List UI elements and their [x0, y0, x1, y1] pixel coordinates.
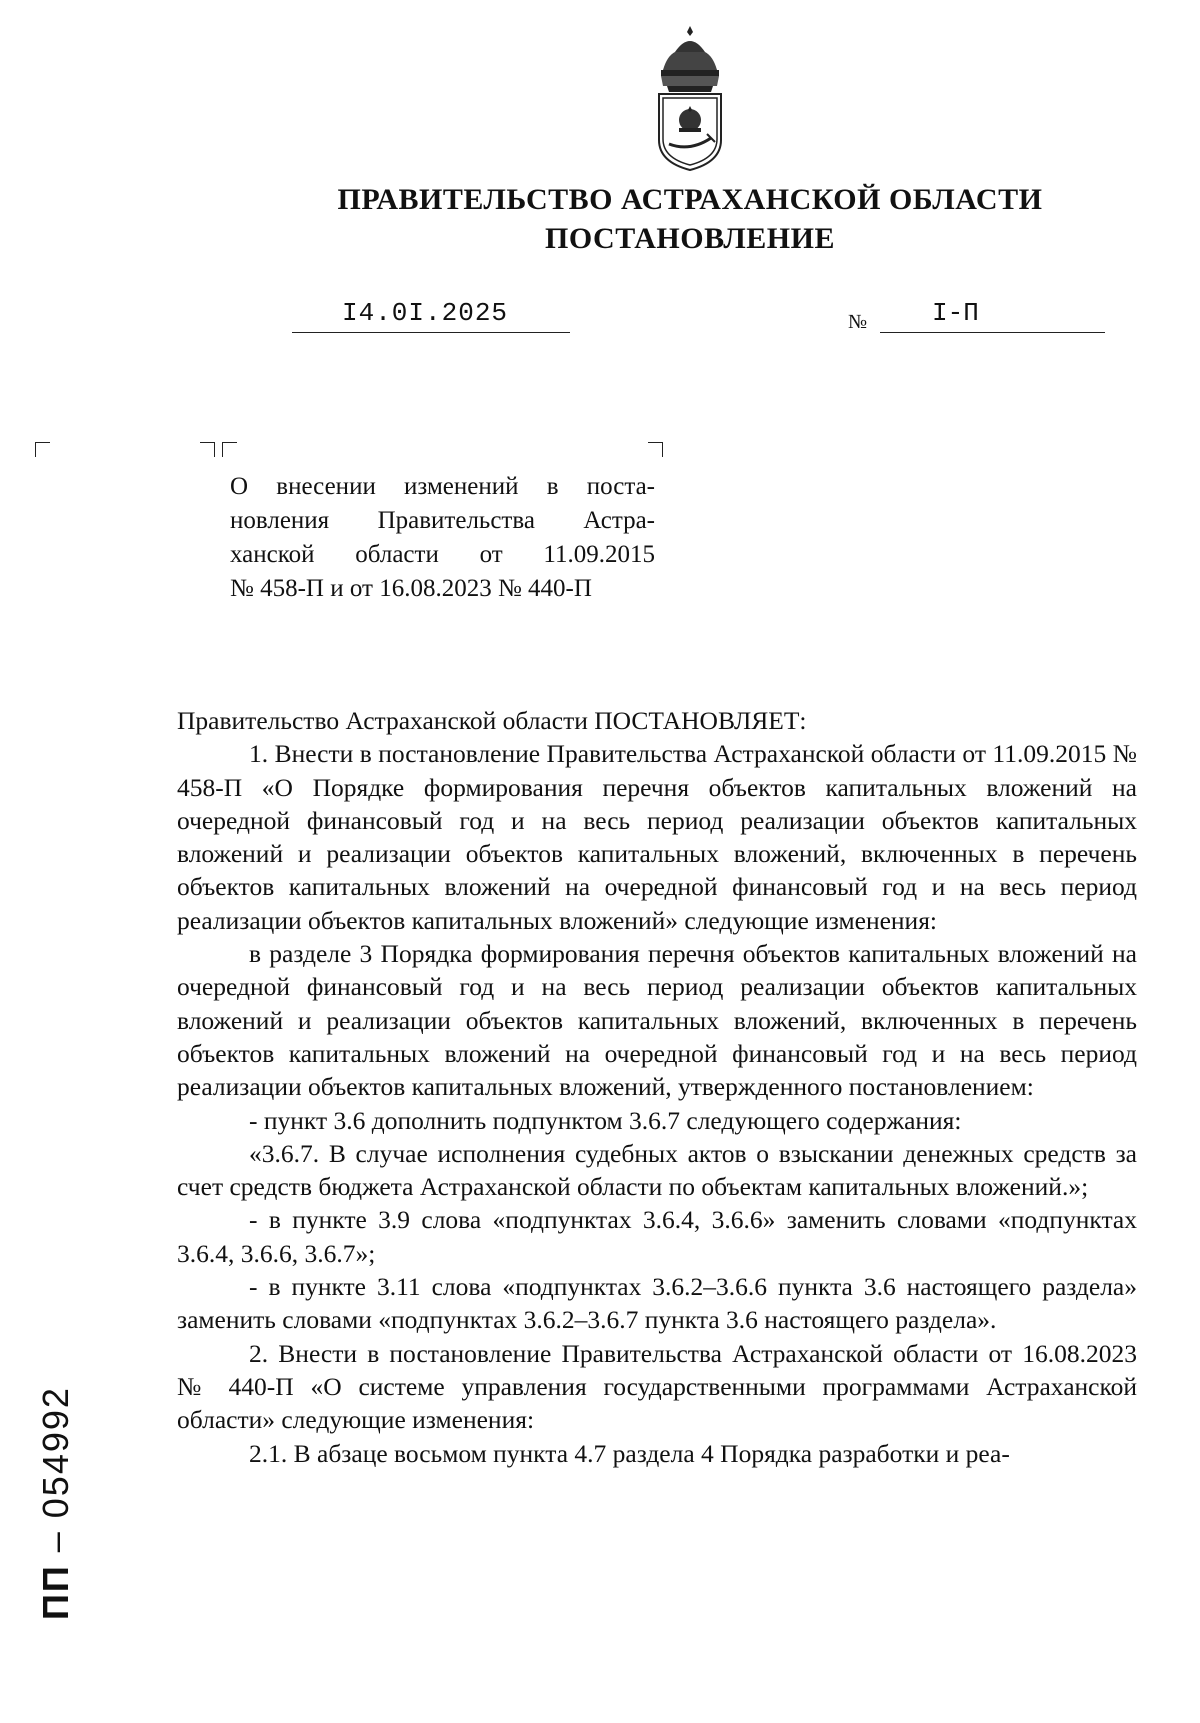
serial-number: – 054992	[35, 1386, 76, 1553]
subject-line: ханской области от 11.09.2015	[230, 541, 655, 568]
body-paragraph: 2.1. В абзаце восьмом пункта 4.7 раздела 4 Порядка разработки и реа-	[249, 1438, 1010, 1468]
number-field	[880, 298, 1105, 333]
corner-bracket-mid-right	[200, 442, 215, 457]
body-paragraph: - пункт 3.6 дополнить подпунктом 3.6.7 следующего содержания:	[249, 1105, 962, 1135]
document-subject	[230, 470, 655, 606]
corner-bracket-mid-left	[222, 442, 237, 457]
serial-prefix: ПП	[35, 1564, 76, 1620]
document-body	[177, 704, 1137, 1470]
document-type-title: ПОСТАНОВЛЕНИЕ	[545, 222, 835, 255]
corner-bracket-right	[648, 442, 663, 457]
body-paragraph-preamble: Правительство Астраханской области ПОСТАНОВЛЯЕТ:	[177, 706, 807, 735]
body-paragraph: 1. Внести в постановление Правительства Астраханской области от 11.09.2015 № 458-П «О Порядке формирования перечня объектов капитальных вложений на очередной финансовый год и на весь период реализации объектов капитальных вложений и реализации объектов капитальных вложений, включенных в перечень объектов капитальных вложений на очередной финансовый год и на весь период реализации объектов капитальных вложений» следующие изменения:	[177, 739, 1137, 935]
government-title: ПРАВИТЕЛЬСТВО АСТРАХАНСКОЙ ОБЛАСТИ	[337, 183, 1043, 216]
coat-of-arms-emblem	[645, 22, 735, 172]
body-paragraph: - в пункте 3.9 слова «подпунктах 3.6.4, 3.6.6» заменить словами «подпунктах 3.6.4, 3.6.6, 3.6.7»;	[177, 1205, 1137, 1268]
document-number: I-П	[932, 298, 979, 328]
subject-line: О внесении изменений в поста-	[230, 473, 655, 500]
subject-line: № 458-П и от 16.08.2023 № 440-П	[230, 575, 592, 602]
body-paragraph: в разделе 3 Порядка формирования перечня объектов капитальных вложений на очередной финансовый год и на весь период реализации объектов капитальных вложений и реализации объектов капитальных вложений, включенных в перечень объектов капитальных вложений на очередной финансовый год и на весь период реализации объектов капитальных вложений, утвержденного постановлением:	[177, 939, 1137, 1102]
body-paragraph: - в пункте 3.11 слова «подпунктах 3.6.2–3.6.6 пункта 3.6 настоящего раздела» заменить словами «подпунктах 3.6.2–3.6.7 пункта 3.6 настоящего раздела».	[177, 1272, 1137, 1335]
body-paragraph: «3.6.7. В случае исполнения судебных актов о взыскании денежных средств за счет средств бюджета Астраханской области по объектам капитальных вложений.»;	[177, 1138, 1137, 1202]
subject-line: новления Правительства Астра-	[230, 507, 655, 534]
document-date: I4.0I.2025	[342, 298, 509, 328]
side-serial-code	[35, 1386, 77, 1620]
date-field	[292, 298, 570, 333]
corner-bracket-left	[35, 442, 50, 457]
number-sign: №	[848, 311, 868, 333]
body-paragraph: 2. Внести в постановление Правительства Астраханской области от 16.08.2023 № 440-П «О системе управления государственными программами Астраханской области» следующие изменения:	[177, 1338, 1137, 1435]
